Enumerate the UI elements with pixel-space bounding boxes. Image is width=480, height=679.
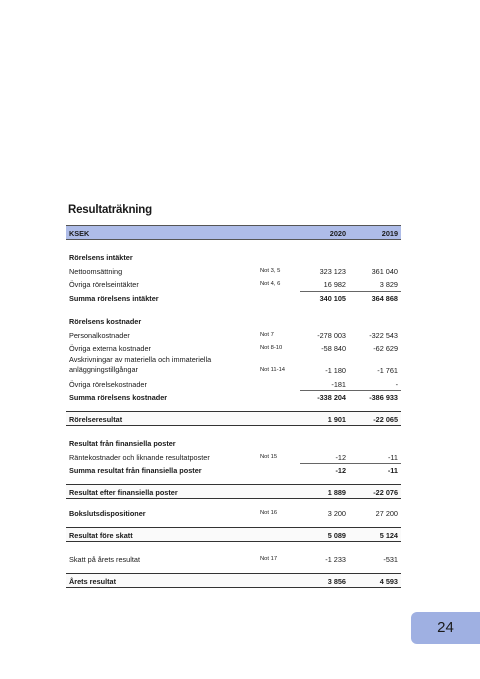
subtotal-row: Summa resultat från finansiella poster -12 -11 bbox=[66, 463, 401, 477]
net-result-row: Årets resultat 3 856 4 593 bbox=[66, 573, 401, 589]
operating-result-row: Rörelseresultat 1 901 -22 065 bbox=[66, 411, 401, 427]
table-row: Skatt på årets resultat Not 17 -1 233 -531 bbox=[69, 555, 398, 564]
table-row: Övriga rörelsekostnader -181 - bbox=[69, 379, 398, 389]
table-header bbox=[66, 225, 401, 240]
table-row: Övriga externa kostnader Not 8-10 -58 840 -62 629 bbox=[69, 344, 398, 353]
subtotal-row: Summa rörelsens intäkter 340 105 364 868 bbox=[66, 291, 401, 305]
result-before-tax-row: Resultat före skatt 5 089 5 124 bbox=[66, 527, 401, 543]
section-heading: Rörelsens kostnader bbox=[69, 317, 142, 326]
header-year-2019: 2019 bbox=[381, 229, 398, 238]
header-label: KSEK bbox=[69, 229, 90, 238]
page-title: Resultaträkning bbox=[68, 204, 152, 216]
table-row: Avskrivningar av materiella och immateriella anläggningstillgångar Not 11-14 -1 180 -1 761 bbox=[69, 354, 398, 375]
income-statement-table bbox=[66, 225, 401, 588]
section-heading: Resultat från finansiella poster bbox=[69, 439, 176, 448]
header-year-2020: 2020 bbox=[329, 229, 346, 238]
subtotal-row: Summa rörelsens kostnader -338 204 -386 933 bbox=[66, 390, 401, 404]
table-row: Räntekostnader och liknande resultatposter Not 15 -12 -11 bbox=[69, 452, 398, 462]
table-row: Nettoomsättning Not 3, 5 323 123 361 040 bbox=[69, 266, 398, 276]
table-row: Övriga rörelseintäkter Not 4, 6 16 982 3 829 bbox=[69, 280, 398, 289]
table-row: Bokslutsdispositioner Not 16 3 200 27 200 bbox=[69, 509, 398, 518]
result-after-financial-row: Resultat efter finansiella poster 1 889 -22 076 bbox=[66, 484, 401, 500]
table-row: Personalkostnader Not 7 -278 003 -322 543 bbox=[69, 330, 398, 340]
section-heading: Rörelsens intäkter bbox=[69, 253, 133, 262]
page-number: 24 bbox=[411, 612, 480, 644]
